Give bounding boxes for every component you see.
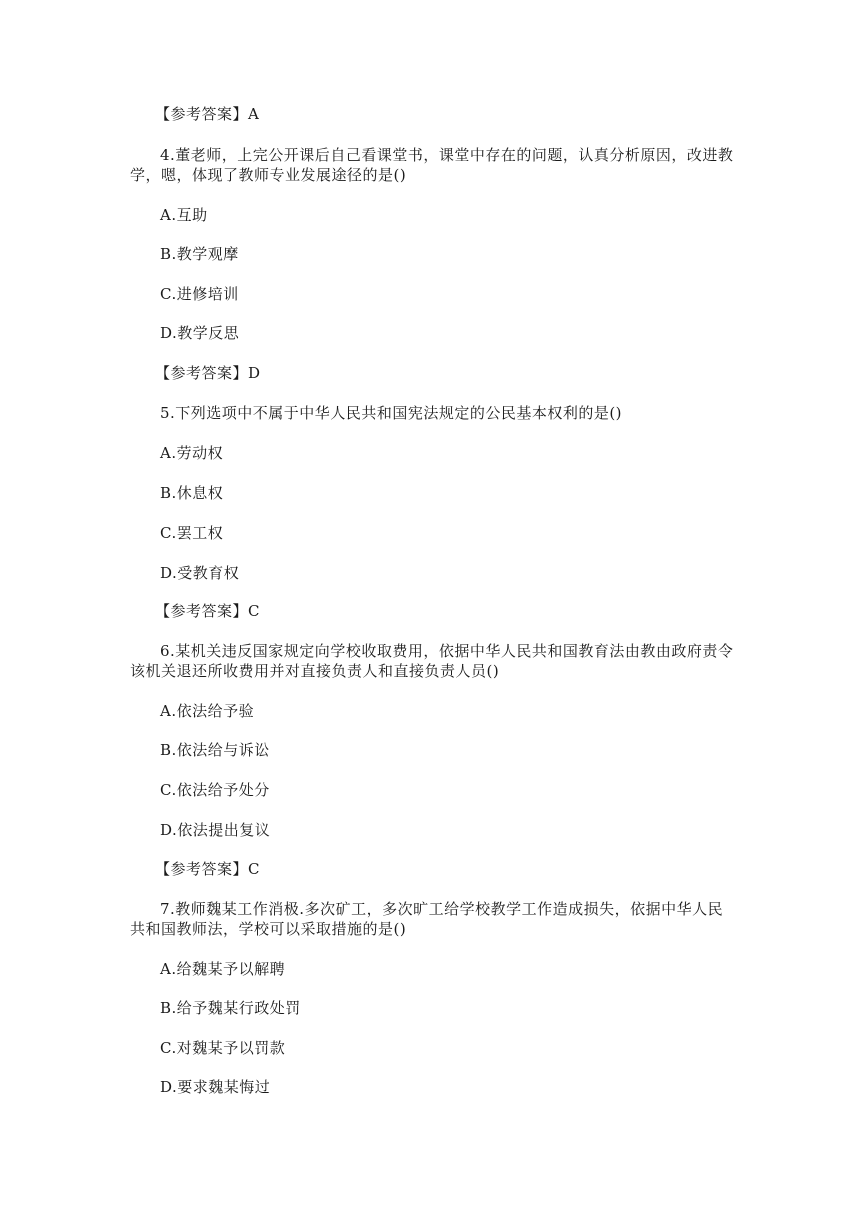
question-4-line-2: 学，嗯，体现了教师专业发展途径的是(): [130, 166, 407, 184]
question-7-option-d: D.要求魏某悔过: [160, 1078, 271, 1096]
question-4-option-d: D.教学反思: [160, 324, 240, 342]
question-7-option-b: B.给予魏某行政处罚: [160, 999, 301, 1017]
answer-3: 【参考答案】A: [155, 105, 260, 123]
question-5-option-b: B.休息权: [160, 484, 224, 502]
question-7-line-1: 7.教师魏某工作消极.多次矿工，多次旷工给学校教学工作造成损失，依据中华人民: [160, 900, 724, 918]
question-7-line-2: 共和国教师法，学校可以采取措施的是(): [130, 920, 407, 938]
answer-5: 【参考答案】C: [155, 602, 260, 620]
question-5-line-1: 5.下列选项中不属于中华人民共和国宪法规定的公民基本权利的是(): [160, 404, 623, 422]
question-5-option-a: A.劳动权: [160, 444, 224, 462]
question-7-option-c: C.对魏某予以罚款: [160, 1039, 286, 1057]
question-6-option-d: D.依法提出复议: [160, 821, 271, 839]
question-4-option-a: A.互助: [160, 206, 208, 224]
question-6-line-2: 该机关退还所收费用并对直接负责人和直接负责人员(): [130, 662, 500, 680]
question-7-option-a: A.给魏某予以解聘: [160, 960, 286, 978]
question-5-option-c: C.罢工权: [160, 524, 224, 542]
question-4-option-b: B.教学观摩: [160, 245, 239, 263]
question-4-option-c: C.进修培训: [160, 285, 239, 303]
question-4-line-1: 4.董老师，上完公开课后自己看课堂书，课堂中存在的问题，认真分析原因，改进教: [160, 146, 734, 164]
question-6-option-a: A.依法给予验: [160, 702, 255, 720]
question-6-option-b: B.依法给与诉讼: [160, 741, 270, 759]
question-5-option-d: D.受教育权: [160, 564, 240, 582]
answer-4: 【参考答案】D: [155, 364, 261, 382]
question-6-option-c: C.依法给予处分: [160, 781, 270, 799]
answer-6: 【参考答案】C: [155, 860, 260, 878]
question-6-line-1: 6.某机关违反国家规定向学校收取费用，依据中华人民共和国教育法由教由政府责令: [160, 642, 734, 660]
